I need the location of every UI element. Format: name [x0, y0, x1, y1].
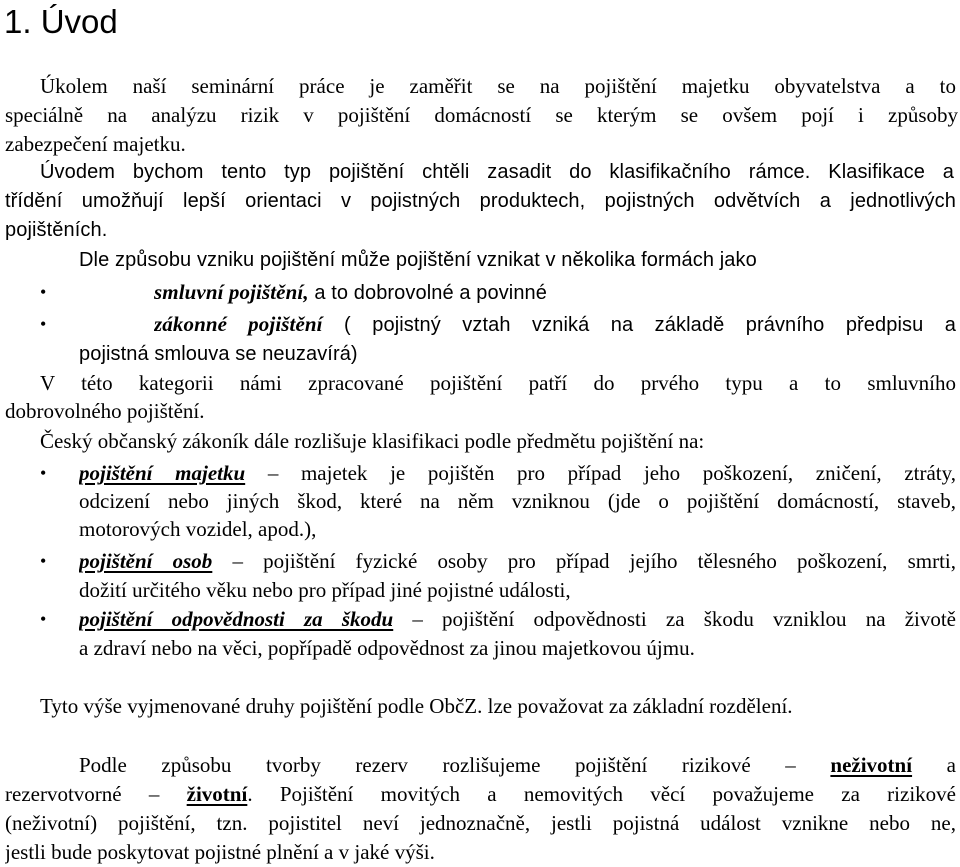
paragraph-2-line-2: třídění umožňují lepší orientaci v pojistných produktech, pojistných odvětvích a jednotlivých [5, 190, 956, 212]
term-nezivotni: neživotní [830, 753, 913, 777]
paragraph-5: Tyto výše vyjmenované druhy pojištění podle ObčZ. lze považovat za základní rozdělení. [40, 694, 793, 718]
paragraph-6-line-1-text: Podle způsobu tvorby rezerv rozlišujeme pojištění rizikové – [79, 753, 831, 777]
term-zakonne: zákonné pojištění [154, 312, 323, 336]
paragraph-1-line-1: Úkolem naší seminární práce je zaměřit se na pojištění majetku obyvatelstva a to [40, 74, 956, 98]
bullet-icon: • [40, 609, 47, 629]
paragraph-6-line-1-end: a [912, 753, 956, 777]
paragraph-1-line-3: zabezpečení majetku. [5, 132, 186, 156]
paragraph-3-intro: Dle způsobu vzniku pojištění může pojištění vznikat v několika formách jako [79, 249, 757, 271]
list-item-zakonne [154, 310, 956, 340]
term-osoby: pojištění osob [79, 549, 213, 573]
list-item-majetek-text: – majetek je pojištěn pro případ jeho poškození, zničení, ztráty, [245, 461, 956, 485]
list-item-osoby-text: – pojištění fyzické osoby pro případ jejího tělesného poškození, smrti, [212, 549, 956, 573]
list-item-osoby-line-1 [79, 547, 956, 576]
bullet-icon: • [40, 314, 47, 334]
list-item-odpovednost-text: – pojištění odpovědnosti za škodu vzniklou na životě [393, 607, 956, 631]
paragraph-6-line-4: jestli bude poskytovat pojistné plnění a v jaké výši. [5, 840, 435, 864]
bullet-icon: • [40, 282, 47, 302]
term-smluvni: smluvní pojištění, [154, 280, 309, 304]
paragraph-3-after-line-2: dobrovolného pojištění. [5, 399, 205, 423]
bullet-icon: • [40, 551, 47, 571]
paragraph-2-line-1: Úvodem bychom tento typ pojištění chtěli zasadit do klasifikačního rámce. Klasifikace a [40, 161, 954, 183]
paragraph-6-line-2 [5, 780, 956, 809]
bullet-icon: • [40, 463, 47, 483]
list-item-odpovednost-line-2: a zdraví nebo na věci, popřípadě odpovědnost za jinou majetkovou újmu. [79, 636, 695, 660]
paragraph-2-line-3: pojištěních. [5, 219, 108, 241]
list-item-odpovednost-line-1 [79, 605, 956, 634]
paragraph-6-line-2-text: rezervotvorné – [5, 782, 187, 806]
term-majetek: pojištění majetku [79, 461, 246, 485]
page-title: 1. Úvod [4, 3, 118, 40]
list-item-zakonne-text: ( pojistný vztah vzniká na základě právního předpisu a [322, 314, 956, 336]
list-item-osoby-line-2: dožití určitého věku nebo pro případ jiné pojistné události, [79, 578, 571, 602]
paragraph-6-line-1 [79, 751, 956, 780]
paragraph-6-line-2-end: . Pojištění movitých a nemovitých věcí považujeme za rizikové [247, 782, 956, 806]
list-item-zakonne-continuation: pojistná smlouva se neuzavírá) [79, 343, 358, 365]
list-item-majetek-line-3: motorových vozidel, apod.), [79, 517, 317, 541]
paragraph-1-line-2: speciálně na analýzu rizik v pojištění domácností se kterým se ovšem pojí i způsoby [5, 103, 958, 127]
term-zivotni: životní [186, 782, 248, 806]
paragraph-3-after-line-1: V této kategorii námi zpracované pojištění patří do prvého typu a to smluvního [40, 371, 956, 395]
list-item-smluvni-text: a to dobrovolné a povinné [308, 282, 548, 304]
list-item-majetek-line-2: odcizení nebo jiných škod, které na něm vzniknou (jde o pojištění domácností, staveb, [79, 489, 956, 513]
term-odpovednost: pojištění odpovědnosti za škodu [79, 607, 394, 631]
paragraph-4-intro: Český občanský zákoník dále rozlišuje klasifikaci podle předmětu pojištění na: [40, 429, 705, 453]
list-item-smluvni [154, 278, 958, 308]
paragraph-6-line-3: (neživotní) pojištění, tzn. pojistitel neví jednoznačně, jestli pojistná událost vznikne nebo ne, [5, 811, 956, 835]
list-item-majetek-line-1 [79, 459, 956, 488]
